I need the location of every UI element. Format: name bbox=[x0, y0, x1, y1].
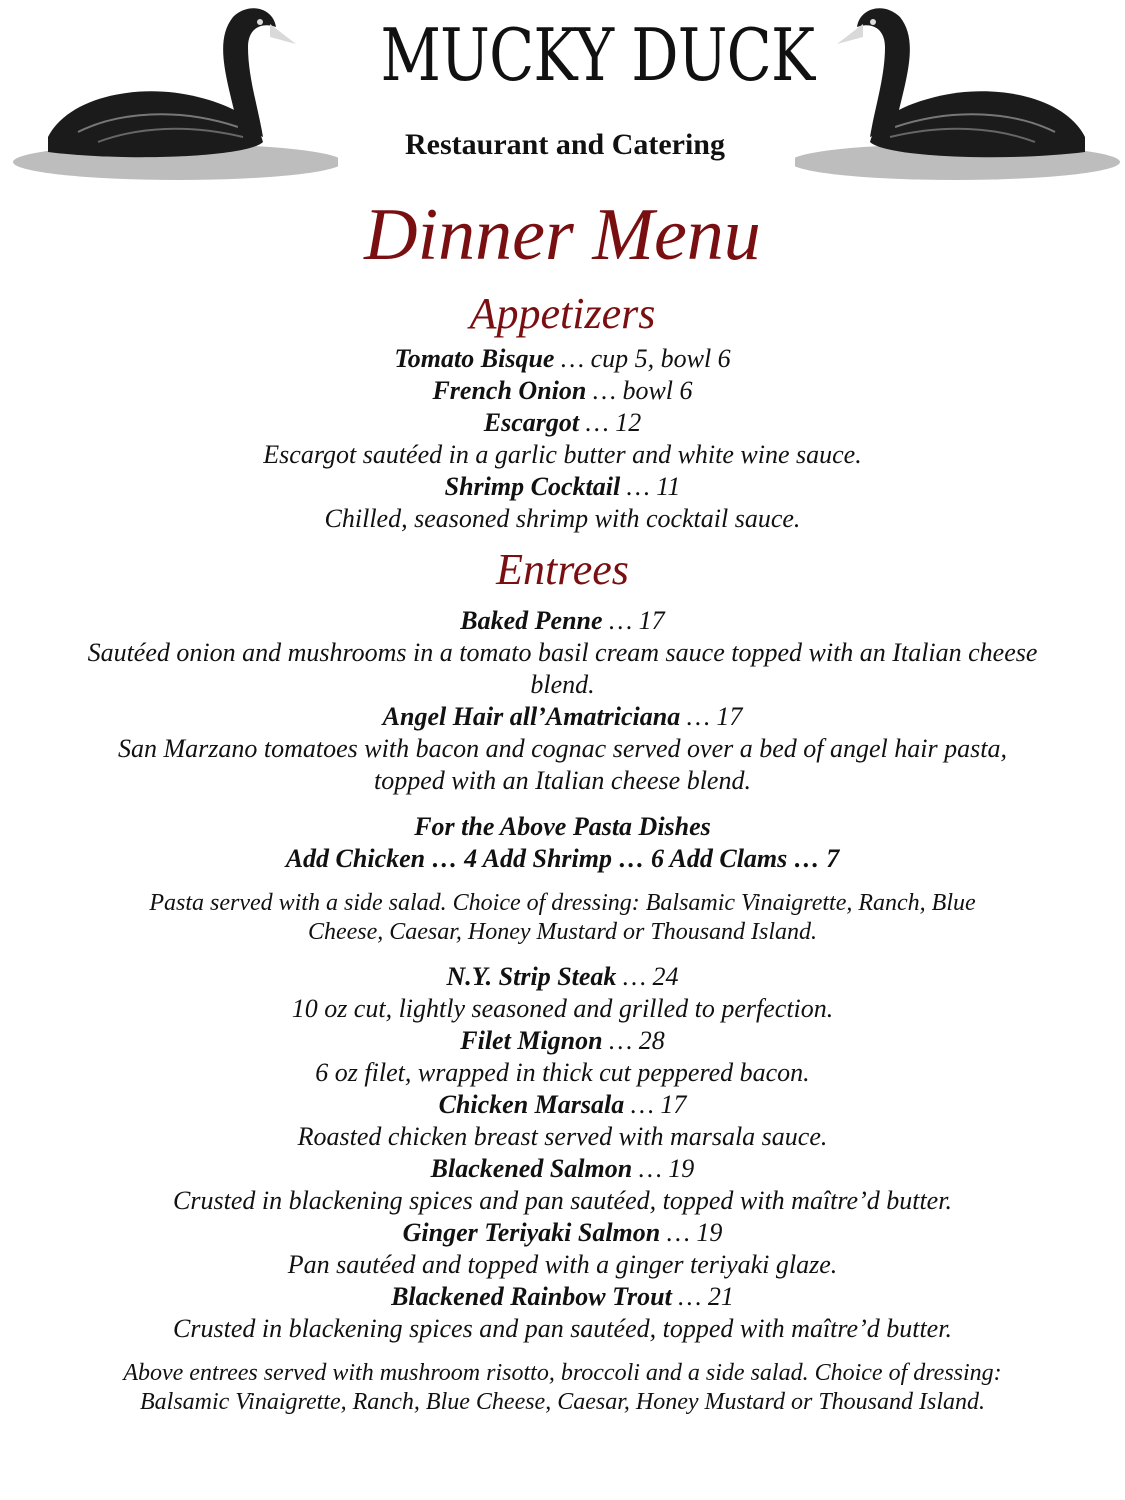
brand-subtitle: Restaurant and Catering bbox=[405, 128, 725, 161]
brand-logo bbox=[340, 13, 815, 162]
item-description: San Marzano tomatoes with bacon and cognac served over a bed of angel hair pasta, topped with an Italian cheese blend. bbox=[118, 734, 1007, 795]
item-price: … 21 bbox=[671, 1282, 734, 1311]
appetizers-heading: Appetizers bbox=[469, 289, 656, 338]
item-price: … 17 bbox=[602, 606, 665, 635]
item-name: Baked Penne bbox=[460, 606, 603, 635]
brand-name: MUCKY DUCK bbox=[380, 13, 815, 97]
item-price: … 19 bbox=[632, 1154, 695, 1183]
menu-item bbox=[0, 471, 1125, 503]
item-name: Filet Mignon bbox=[460, 1026, 603, 1055]
item-name: Blackened Rainbow Trout bbox=[391, 1282, 672, 1311]
item-name: Ginger Teriyaki Salmon bbox=[402, 1218, 661, 1247]
menu-item bbox=[0, 1025, 1125, 1057]
item-description: Pan sautéed and topped with a ginger teriyaki glaze. bbox=[287, 1250, 838, 1279]
pasta-note: Pasta served with a side salad. Choice of dressing: Balsamic Vinaigrette, Ranch, Blue Cheese, Caesar, Honey Mustard or Thousand Island. bbox=[149, 890, 976, 945]
item-price: … bowl 6 bbox=[586, 376, 693, 405]
menu-item bbox=[0, 375, 1125, 407]
menu-item bbox=[0, 1281, 1125, 1313]
entrees-heading: Entrees bbox=[496, 545, 629, 594]
black-swan-icon bbox=[8, 2, 338, 182]
item-price: … 19 bbox=[660, 1218, 723, 1247]
menu-item bbox=[0, 343, 1125, 375]
entree-list bbox=[0, 961, 1125, 1345]
menu-item bbox=[0, 961, 1125, 993]
item-description: Chilled, seasoned shrimp with cocktail sauce. bbox=[324, 504, 801, 533]
item-price: … cup 5, bowl 6 bbox=[554, 344, 731, 373]
pasta-list bbox=[0, 605, 1125, 797]
item-price: … 28 bbox=[602, 1026, 665, 1055]
item-name: N.Y. Strip Steak bbox=[446, 962, 617, 991]
entree-note: Above entrees served with mushroom risotto, broccoli and a side salad. Choice of dressing: Balsamic Vinaigrette, Ranch, Blue Cheese, Caesar, Honey Mustard or Thousand Island. bbox=[123, 1360, 1002, 1415]
pasta-addons: Add Chicken … 4 Add Shrimp … 6 Add Clams … 7 bbox=[285, 844, 840, 873]
item-description: Escargot sautéed in a garlic butter and white wine sauce. bbox=[263, 440, 862, 469]
item-name: Escargot bbox=[483, 408, 580, 437]
item-name: Tomato Bisque bbox=[394, 344, 555, 373]
menu-item bbox=[0, 407, 1125, 439]
appetizers-list bbox=[0, 343, 1125, 535]
item-description: Crusted in blackening spices and pan sautéed, topped with maître’d butter. bbox=[173, 1314, 952, 1343]
item-name: Blackened Salmon bbox=[430, 1154, 633, 1183]
item-price: … 12 bbox=[579, 408, 642, 437]
item-description: Crusted in blackening spices and pan sautéed, topped with maître’d butter. bbox=[173, 1186, 952, 1215]
item-name: French Onion bbox=[432, 376, 587, 405]
item-description: 6 oz filet, wrapped in thick cut peppered bacon. bbox=[315, 1058, 810, 1087]
item-name: Chicken Marsala bbox=[438, 1090, 625, 1119]
item-name: Shrimp Cocktail bbox=[444, 472, 621, 501]
item-price: … 11 bbox=[620, 472, 681, 501]
menu-item bbox=[0, 1217, 1125, 1249]
menu-item bbox=[0, 1089, 1125, 1121]
black-swan-icon bbox=[795, 2, 1125, 182]
menu-item bbox=[0, 701, 1125, 733]
item-price: … 17 bbox=[680, 702, 743, 731]
item-name: Angel Hair all’Amatriciana bbox=[382, 702, 681, 731]
item-description: Roasted chicken breast served with marsala sauce. bbox=[297, 1122, 828, 1151]
pasta-addons-heading: For the Above Pasta Dishes bbox=[414, 812, 711, 841]
menu-header bbox=[0, 0, 1125, 185]
page-title: Dinner Menu bbox=[364, 194, 761, 276]
item-price: … 17 bbox=[624, 1090, 687, 1119]
item-description: 10 oz cut, lightly seasoned and grilled to perfection. bbox=[291, 994, 834, 1023]
item-price: … 24 bbox=[616, 962, 679, 991]
menu-item bbox=[0, 605, 1125, 637]
menu-item bbox=[0, 1153, 1125, 1185]
menu-content bbox=[0, 185, 1125, 1417]
item-description: Sautéed onion and mushrooms in a tomato basil cream sauce topped with an Italian cheese blend. bbox=[87, 638, 1038, 699]
